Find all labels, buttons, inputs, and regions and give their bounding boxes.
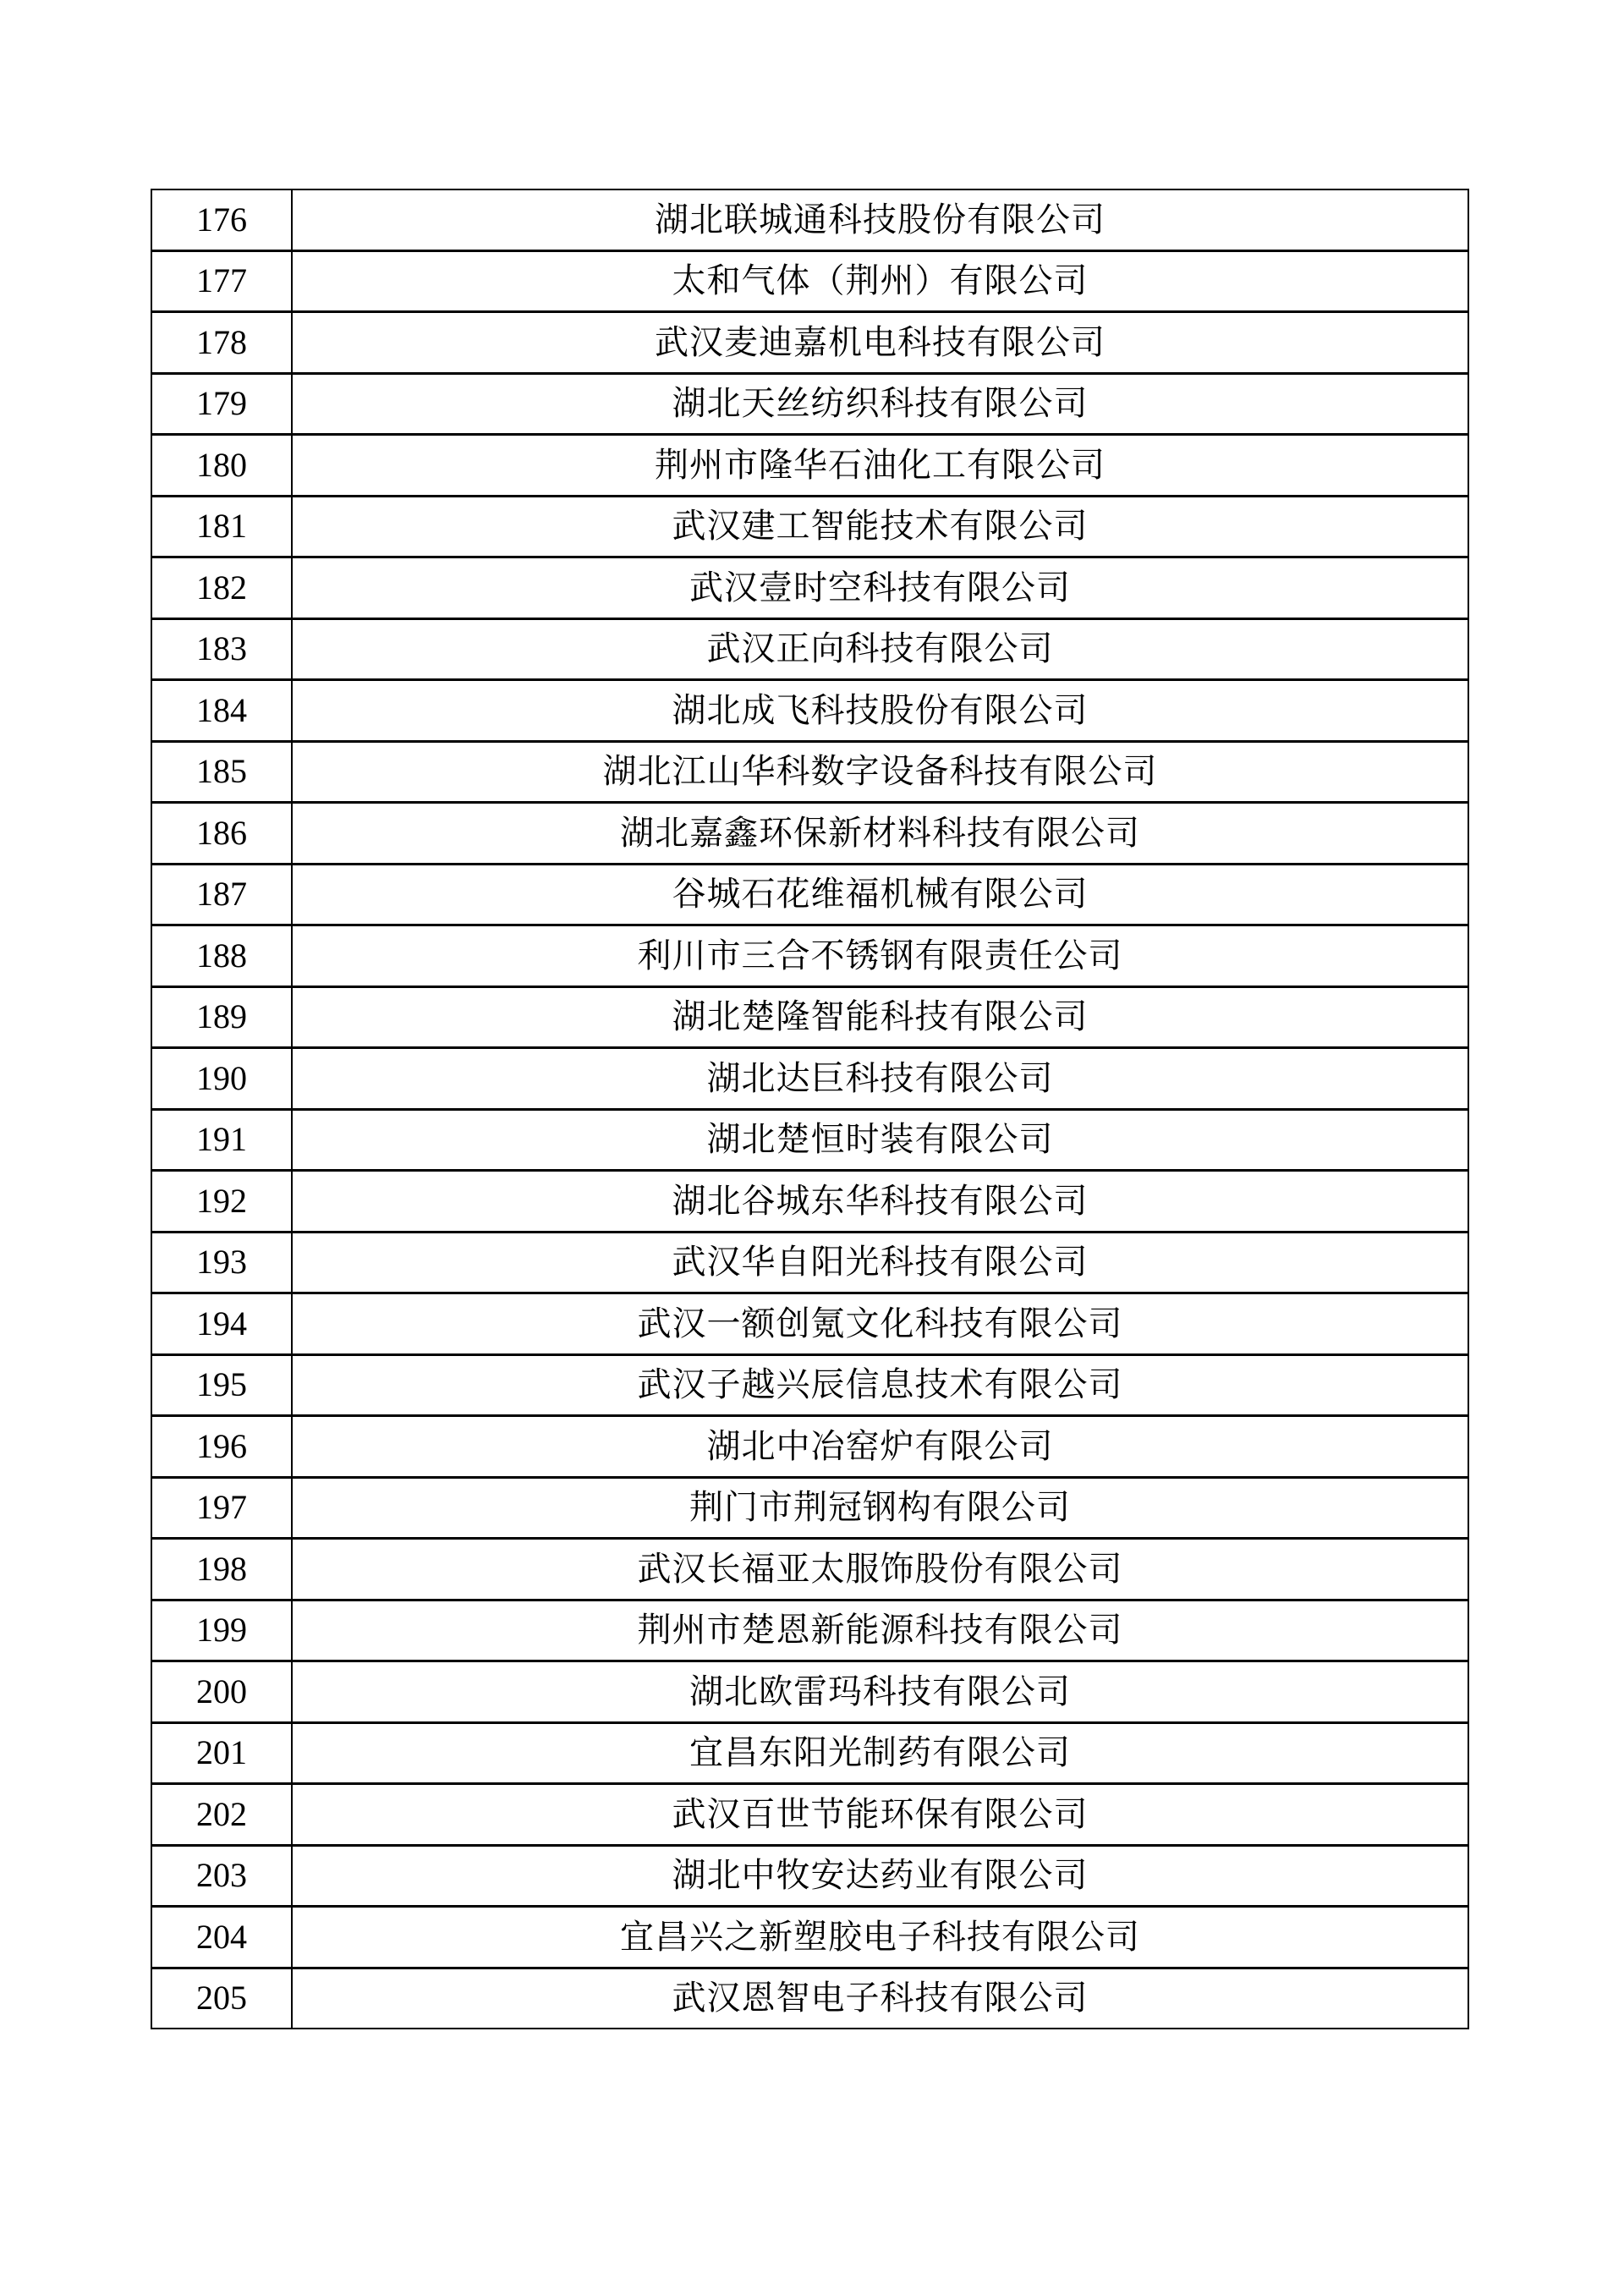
company-name-cell: 荆门市荆冠钢构有限公司	[292, 1477, 1468, 1539]
row-number-cell: 181	[151, 496, 292, 557]
row-number-cell: 193	[151, 1232, 292, 1293]
company-name-cell: 宜昌兴之新塑胶电子科技有限公司	[292, 1907, 1468, 1968]
table-row	[151, 373, 1468, 435]
company-table-body	[151, 189, 1468, 2029]
table-row	[151, 312, 1468, 374]
table-row	[151, 1600, 1468, 1661]
table-row	[151, 189, 1468, 250]
table-row	[151, 1845, 1468, 1907]
company-name-cell: 湖北成飞科技股份有限公司	[292, 680, 1468, 742]
row-number-cell: 187	[151, 864, 292, 925]
row-number-cell: 178	[151, 312, 292, 374]
company-name-cell: 谷城石花维福机械有限公司	[292, 864, 1468, 925]
company-name-cell: 武汉麦迪嘉机电科技有限公司	[292, 312, 1468, 374]
company-name-cell: 武汉正向科技有限公司	[292, 618, 1468, 680]
row-number-cell: 192	[151, 1171, 292, 1233]
table-row	[151, 1784, 1468, 1846]
table-row	[151, 1171, 1468, 1233]
table-row	[151, 1109, 1468, 1171]
row-number-cell: 203	[151, 1845, 292, 1907]
row-number-cell: 180	[151, 435, 292, 497]
row-number-cell: 185	[151, 741, 292, 803]
table-row	[151, 803, 1468, 865]
table-row	[151, 1661, 1468, 1723]
company-name-cell: 武汉壹时空科技有限公司	[292, 557, 1468, 619]
company-list-table	[151, 189, 1469, 2029]
company-name-cell: 武汉子越兴辰信息技术有限公司	[292, 1354, 1468, 1416]
table-row	[151, 435, 1468, 497]
row-number-cell: 195	[151, 1354, 292, 1416]
row-number-cell: 200	[151, 1661, 292, 1723]
company-name-cell: 湖北谷城东华科技有限公司	[292, 1171, 1468, 1233]
row-number-cell: 194	[151, 1293, 292, 1355]
company-name-cell: 武汉恩智电子科技有限公司	[292, 1968, 1468, 2029]
row-number-cell: 191	[151, 1109, 292, 1171]
row-number-cell: 198	[151, 1539, 292, 1600]
company-name-cell: 湖北达巨科技有限公司	[292, 1048, 1468, 1110]
row-number-cell: 186	[151, 803, 292, 865]
row-number-cell: 197	[151, 1477, 292, 1539]
row-number-cell: 189	[151, 986, 292, 1048]
table-row	[151, 925, 1468, 987]
row-number-cell: 184	[151, 680, 292, 742]
table-row	[151, 1354, 1468, 1416]
company-name-cell: 武汉华自阳光科技有限公司	[292, 1232, 1468, 1293]
table-row	[151, 618, 1468, 680]
company-name-cell: 荆州市楚恩新能源科技有限公司	[292, 1600, 1468, 1661]
table-row	[151, 1539, 1468, 1600]
table-row	[151, 986, 1468, 1048]
row-number-cell: 204	[151, 1907, 292, 1968]
company-name-cell: 武汉一额创氪文化科技有限公司	[292, 1293, 1468, 1355]
company-name-cell: 湖北欧雷玛科技有限公司	[292, 1661, 1468, 1723]
row-number-cell: 176	[151, 189, 292, 250]
row-number-cell: 205	[151, 1968, 292, 2029]
company-name-cell: 利川市三合不锈钢有限责任公司	[292, 925, 1468, 987]
table-row	[151, 1232, 1468, 1293]
row-number-cell: 177	[151, 250, 292, 312]
table-row	[151, 250, 1468, 312]
row-number-cell: 202	[151, 1784, 292, 1846]
table-row	[151, 680, 1468, 742]
table-row	[151, 1907, 1468, 1968]
company-name-cell: 湖北中牧安达药业有限公司	[292, 1845, 1468, 1907]
row-number-cell: 201	[151, 1722, 292, 1784]
row-number-cell: 190	[151, 1048, 292, 1110]
company-name-cell: 宜昌东阳光制药有限公司	[292, 1722, 1468, 1784]
table-row	[151, 557, 1468, 619]
company-name-cell: 湖北联城通科技股份有限公司	[292, 189, 1468, 250]
company-name-cell: 荆州市隆华石油化工有限公司	[292, 435, 1468, 497]
row-number-cell: 183	[151, 618, 292, 680]
company-name-cell: 武汉长福亚太服饰股份有限公司	[292, 1539, 1468, 1600]
table-row	[151, 1048, 1468, 1110]
company-name-cell: 湖北嘉鑫环保新材料科技有限公司	[292, 803, 1468, 865]
row-number-cell: 182	[151, 557, 292, 619]
company-name-cell: 太和气体（荆州）有限公司	[292, 250, 1468, 312]
company-name-cell: 湖北中冶窑炉有限公司	[292, 1416, 1468, 1478]
row-number-cell: 179	[151, 373, 292, 435]
company-name-cell: 湖北楚恒时装有限公司	[292, 1109, 1468, 1171]
row-number-cell: 199	[151, 1600, 292, 1661]
table-row	[151, 1293, 1468, 1355]
table-row	[151, 864, 1468, 925]
row-number-cell: 196	[151, 1416, 292, 1478]
table-row	[151, 1722, 1468, 1784]
table-row	[151, 1968, 1468, 2029]
table-row	[151, 1416, 1468, 1478]
table-row	[151, 741, 1468, 803]
company-name-cell: 湖北天丝纺织科技有限公司	[292, 373, 1468, 435]
table-row	[151, 496, 1468, 557]
company-name-cell: 武汉建工智能技术有限公司	[292, 496, 1468, 557]
company-name-cell: 武汉百世节能环保有限公司	[292, 1784, 1468, 1846]
row-number-cell: 188	[151, 925, 292, 987]
company-name-cell: 湖北江山华科数字设备科技有限公司	[292, 741, 1468, 803]
table-row	[151, 1477, 1468, 1539]
company-name-cell: 湖北楚隆智能科技有限公司	[292, 986, 1468, 1048]
